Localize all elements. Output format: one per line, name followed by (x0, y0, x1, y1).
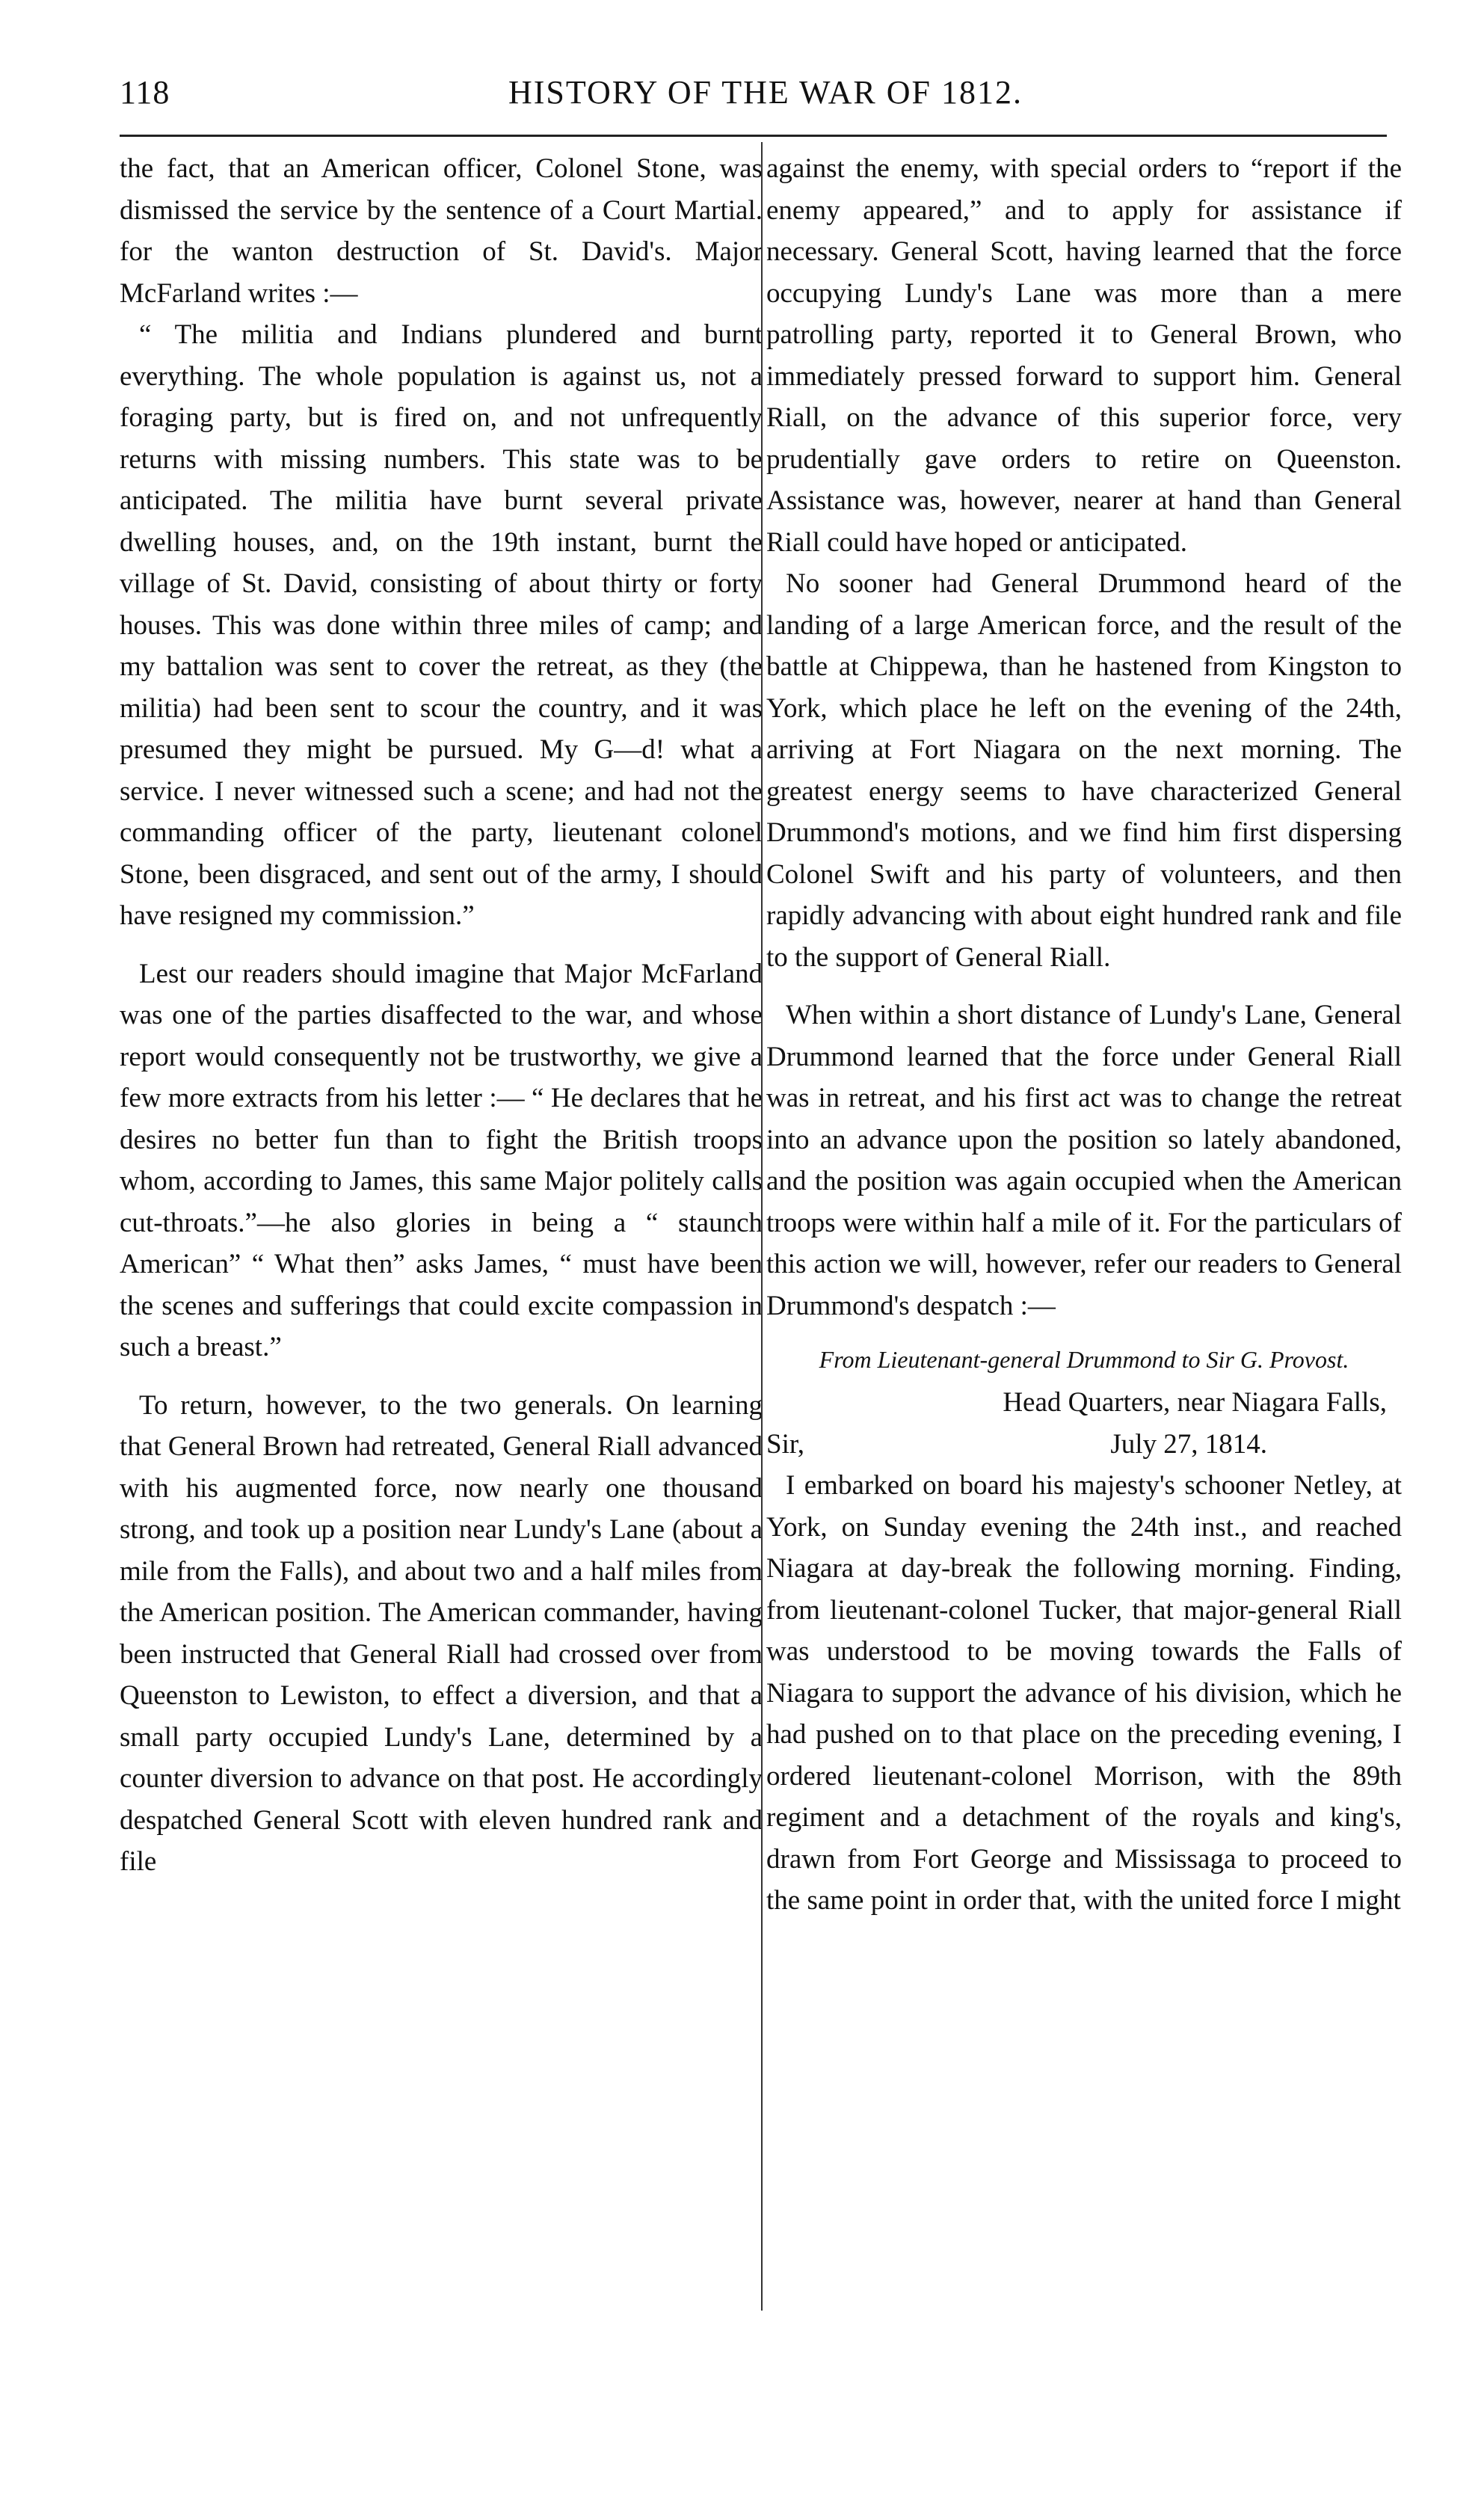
despatch-salutation: Sir, (766, 1428, 804, 1460)
left-paragraph-1: the fact, that an American officer, Colonel Stone, was dismissed the service by the sentence of a Court Martial. for the wanton destruction of St. David's. Major McFarland writes :— (120, 153, 763, 309)
right-column (766, 148, 1402, 1922)
header-rule (120, 135, 1387, 137)
running-title: HISTORY OF THE WAR OF 1812. (508, 74, 1023, 111)
despatch-date: July 27, 1814. (1110, 1428, 1267, 1460)
right-paragraph-3: When within a short distance of Lundy's Lane, General Drummond learned that the force under General Riall was in retreat, and his first act was to change the retreat into an advance upon the position so lately abandoned, and the position was again occupied when the American troops were within half a mile of it. For the particulars of this action we will, however, refer our readers to General Drummond's despatch :— (766, 1000, 1402, 1321)
page-header (120, 73, 1391, 126)
despatch-title: From Lieutenant-general Drummond to Sir G. Provost. (819, 1346, 1349, 1373)
despatch-paragraph-1: I embarked on board his majesty's schooner Netley, at York, on Sunday evening the 24th inst., and reached Niagara at day-break the following morning. Finding, from lieutenant-colonel Tucker, that major-general Riall was understood to be moving towards the Falls of Niagara to support the advance of his division, which he had pushed on to that place on the preceding evening, I ordered lieutenant-colonel Morrison, with the 89th regiment and a detachment of the royals and king's, drawn from Fort George and Mississaga to proceed to the same point in order that, with the united force I might (766, 1470, 1402, 1916)
left-paragraph-4: To return, however, to the two generals. On learning that General Brown had retreated, General Riall advanced with his augmented force, now nearly one thousand strong, and took up a position near Lundy's Lane (about a mile from the Falls), and about two and a half miles from the American position. The American commander, having been instructed that General Riall had crossed over from Queenston to Lewiston, to effect a diversion, and that a small party occupied Lundy's Lane, determined by a counter diversion to advance on that post. He accordingly despatched General Scott with eleven hundred rank and file (120, 1389, 763, 1877)
page-number: 118 (120, 74, 170, 111)
left-column (120, 148, 763, 1883)
despatch-headquarters: Head Quarters, near Niagara Falls, (1003, 1387, 1387, 1418)
right-paragraph-1: against the enemy, with special orders to “report if the enemy appeared,” and to apply for assistance if necessary. General Scott, having learned that the force occupying Lundy's Lane was more than a mere patrolling party, reported it to General Brown, who immediately pressed forward to support him. General Riall, on the advance of this superior force, very prudentially gave orders to retire on Queenston. Assistance was, however, nearer at hand than General Riall could have hoped or anticipated. (766, 153, 1402, 558)
left-paragraph-3: Lest our readers should imagine that Major McFarland was one of the parties disaffected to the war, and whose report would consequently not be trustworthy, we give a few more extracts from his letter :— “ He declares that he desires no better fun than to fight the British troops whom, according to James, this same Major politely calls cut-throats.”—he also glories in being a “ staunch American” “ What then” asks James, “ must have been the scenes and sufferings that could excite compassion in such a breast.” (120, 958, 763, 1362)
despatch-salutation-line (766, 1424, 1402, 1466)
column-divider (761, 142, 763, 2311)
right-paragraph-2: No sooner had General Drummond heard of the landing of a large American force, and the result of the battle at Chippewa, than he hastened from Kingston to York, which place he left on the evening of the 24th, arriving at Fort Niagara on the next morning. The greatest energy seems to have characterized General Drummond's motions, and we find him first dispersing Colonel Swift and his party of volunteers, and then rapidly advancing with about eight hundred rank and file to the support of General Riall. (766, 568, 1402, 973)
left-paragraph-2-quote: “ The militia and Indians plundered and burnt everything. The whole population is against us, not a foraging party, but is fired on, and not unfrequently returns with missing numbers. This state was to be anticipated. The militia have burnt several private dwelling houses, and, on the 19th instant, burnt the village of St. David, consisting of about thirty or forty houses. This was done within three miles of camp; and my battalion was sent to cover the retreat, as they (the militia) had been sent to scour the country, and it was presumed they might be pursued. My G—d! what a service. I never witnessed such a scene; and had not the commanding officer of the party, lieutenant colonel Stone, been disgraced, and sent out of the army, I should have resigned my commission.” (120, 319, 763, 931)
